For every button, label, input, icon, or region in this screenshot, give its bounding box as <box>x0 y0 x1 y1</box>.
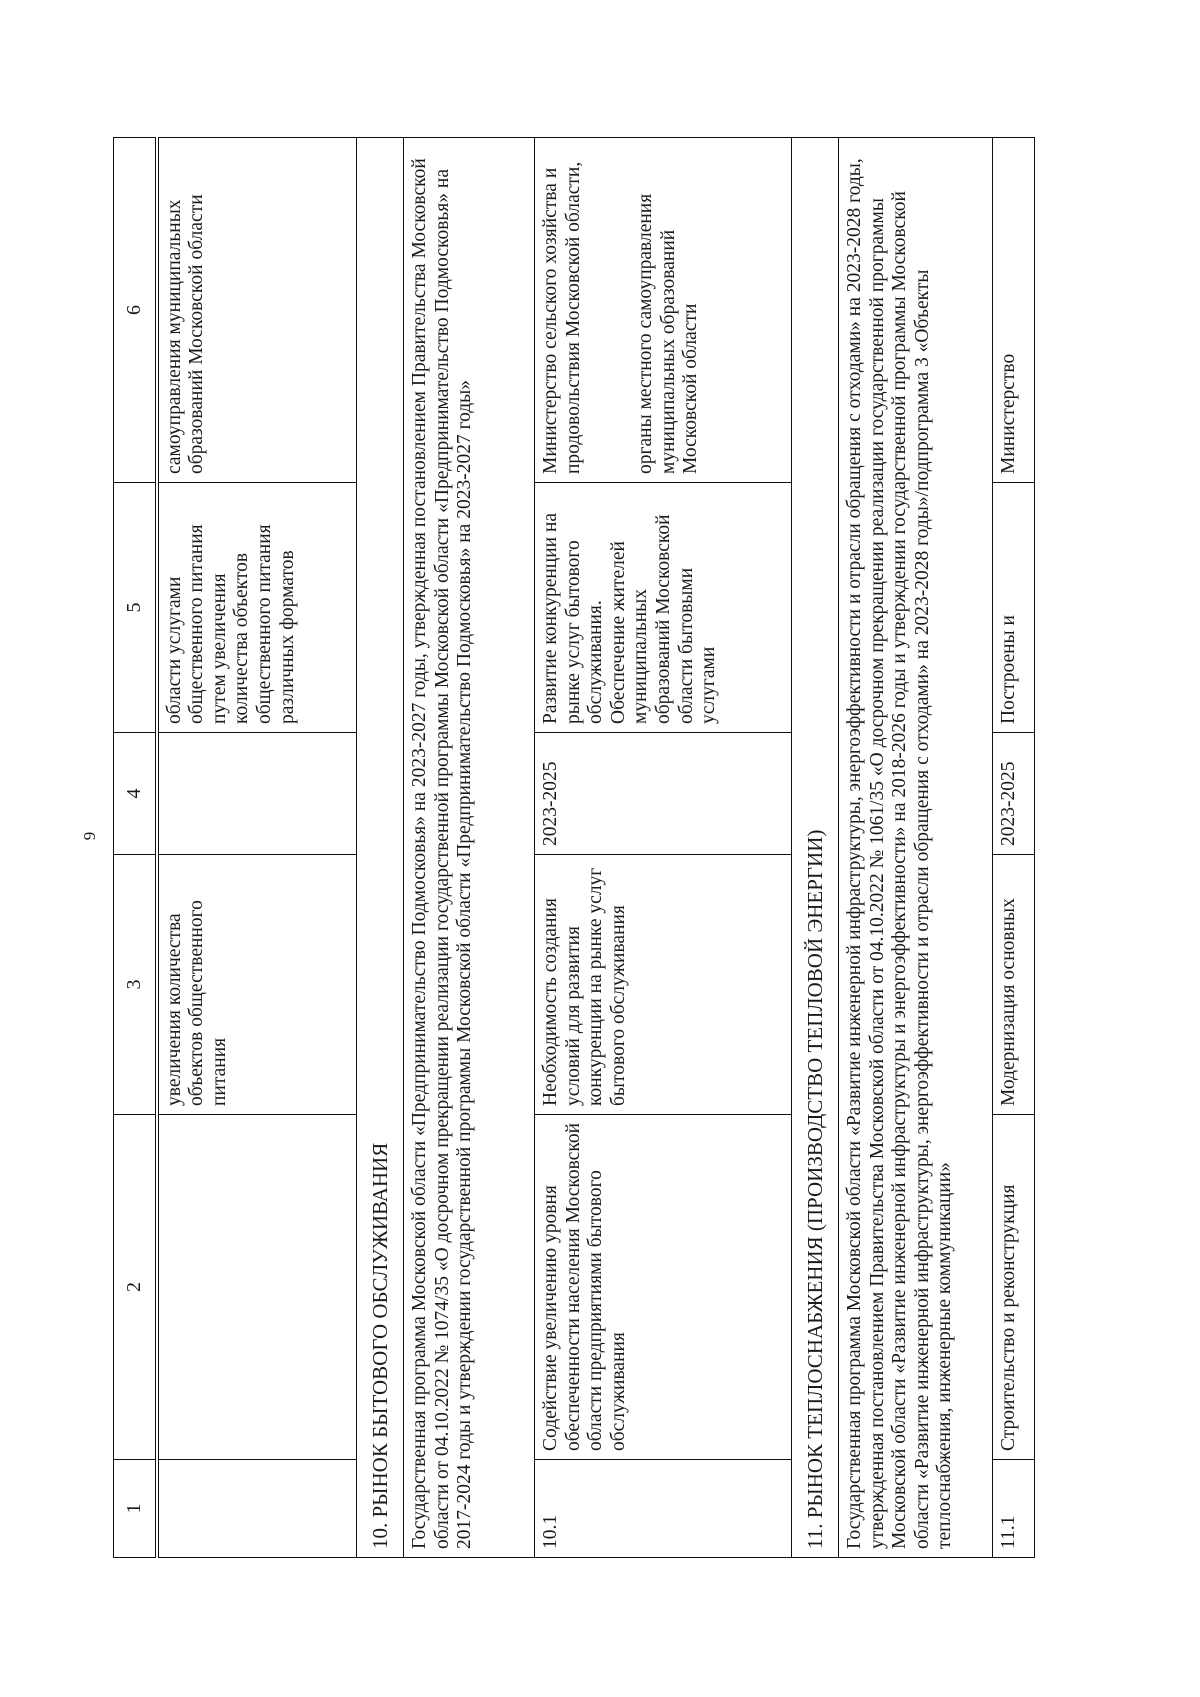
section-11-program-row <box>839 138 993 1558</box>
header-row <box>114 138 157 1558</box>
section-10-program-text: Государственная программа Московской области «Предпринимательство Подмосковья» на 2023-2027 годы, утвержденная постановлением Правительства Московской области от 04.10.2022 № 1074/35 «О досрочном прекращении реализации государственной программы Московской области «Предпринимательство Подмосковья» на 2017-2024 годы и утверждении государственной программы Московской области «Предпринимательство Подмосковья» на 2023-2027 годы» <box>404 138 535 1558</box>
row-10-1-num: 10.1 <box>535 1460 792 1558</box>
section-10-title-row <box>357 138 404 1558</box>
row-10-1-measure: Содействие увеличению уровня обеспеченности населения Московской области предприятиями бытового обслуживания <box>535 1115 792 1460</box>
section-11-program-text: Государственная программа Московской области «Развитие инженерной инфраструктуры, энергоэффективности и отрасли обращения с отходами» на 2023-2028 годы, утвержденная постановлением Правительства Московской области от 04.10.2022 № 1061/35 «О досрочном прекращении реализации государственной программы Московской области «Развитие инженерной инфраструктуры и энергоэффективности» на 2018-2026 годы и утверждении государственной программы Московской области «Развитие инженерной инфраструктуры, энергоэффективности и отрасли обращения с отходами» на 2023-2028 годы»/подпрограмма 3 «Объекты теплоснабжения, инженерные коммуникации» <box>839 138 993 1558</box>
continuation-row <box>157 138 357 1558</box>
header-col-6: 6 <box>114 138 157 483</box>
section-11-title-row <box>792 138 839 1558</box>
header-col-2: 2 <box>114 1115 157 1460</box>
cont-measure-cell <box>157 1115 357 1460</box>
row-11-1-responsible: Министерство <box>993 138 1035 483</box>
row-10-1-responsible-local: органы местного самоуправления муниципальных образований Московской области <box>635 193 702 474</box>
page-number: 9 <box>80 831 99 841</box>
row-10-1-responsible <box>535 138 792 483</box>
row-10-1-responsible-ministry: Министерство сельского хозяйства и продовольствия Московской области, <box>540 161 584 474</box>
row-11-1-result: Построены и <box>993 483 1035 733</box>
cont-responsible-cell: самоуправления муниципальных образований Московской области <box>157 138 357 483</box>
row-10-1-problem: Необходимость создания условий для развития конкуренции на рынке услуг бытового обслуживания <box>535 855 792 1115</box>
responsible-spacer <box>585 146 635 474</box>
section-11-title: 11. РЫНОК ТЕПЛОСНАБЖЕНИЯ (ПРОИЗВОДСТВО ТЕПЛОВОЙ ЭНЕРГИИ) <box>792 138 839 1558</box>
row-11-1-period: 2023-2025 <box>993 733 1035 855</box>
cont-problem-cell: увеличения количества объектов общественного питания <box>157 855 357 1115</box>
header-col-4: 4 <box>114 733 157 855</box>
row-11-1-problem: Модернизация основных <box>993 855 1035 1115</box>
row-11-1-num: 11.1 <box>993 1460 1035 1558</box>
header-col-5: 5 <box>114 483 157 733</box>
row-10-1-result: Развитие конкуренции на рынке услуг бытового обслуживания. Обеспечение жителей муниципальных образований Московской области бытовыми услугами <box>535 483 792 733</box>
header-col-3: 3 <box>114 855 157 1115</box>
row-11-1-measure: Строительство и реконструкция <box>993 1115 1035 1460</box>
row-11-1 <box>993 138 1035 1558</box>
section-10-title: 10. РЫНОК БЫТОВОГО ОБСЛУЖИВАНИЯ <box>357 138 404 1558</box>
rotated-table-sheet <box>113 138 1079 1558</box>
measures-table <box>113 137 1035 1558</box>
row-10-1 <box>535 138 792 1558</box>
cont-num-cell <box>157 1460 357 1558</box>
cont-period-cell <box>157 733 357 855</box>
section-10-program-row <box>404 138 535 1558</box>
row-10-1-period: 2023-2025 <box>535 733 792 855</box>
cont-result-cell: области услугами общественного питания путем увеличения количества объектов общественного питания различных форматов <box>157 483 357 733</box>
header-col-1: 1 <box>114 1460 157 1558</box>
